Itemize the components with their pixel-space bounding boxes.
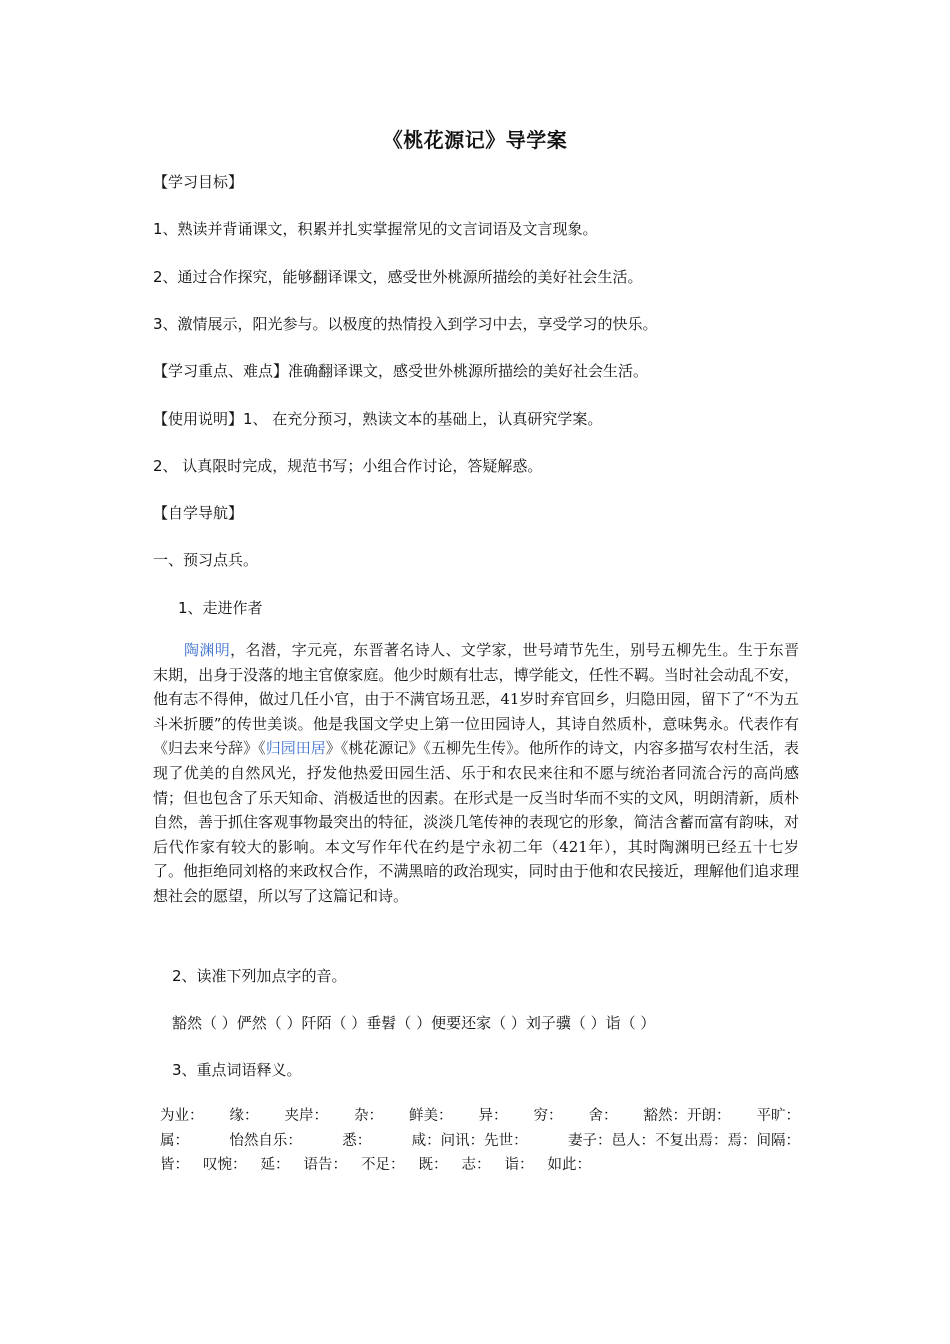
item-2-heading: 2、读准下列加点字的音。	[172, 967, 347, 985]
vocab-term: 皆：	[160, 1157, 189, 1173]
vocab-term: 杂：	[354, 1108, 383, 1124]
works-link[interactable]: 归园田居	[265, 739, 326, 758]
goal-item-2: 2、通过合作探究，能够翻译课文，感受世外桃源所描绘的美好社会生活。	[153, 268, 643, 286]
vocab-term: 豁然：开朗：	[643, 1108, 731, 1124]
document-title: 《桃花源记》导学案	[382, 128, 568, 152]
vocab-term: 叹惋：	[203, 1157, 247, 1173]
goal-item-3: 3、激情展示，阳光参与。以极度的热情投入到学习中去，享受学习的快乐。	[153, 315, 658, 333]
section-1-heading: 一、预习点兵。	[153, 551, 259, 569]
vocab-term: 舍：	[588, 1108, 618, 1124]
vocab-term: 咸：问讯：先世：	[411, 1132, 528, 1149]
vocab-term: 诣：	[504, 1157, 534, 1173]
vocab-row	[160, 1129, 800, 1154]
vocab-row	[160, 1104, 800, 1129]
vocab-term: 夹岸：	[284, 1108, 328, 1124]
vocab-term: 延：	[260, 1157, 290, 1173]
author-text-a: ，名潜，字元亮，东晋著名诗人、文学家，世号靖节先生，别号五柳先生。生于东晋末期，出身于没落的地主官僚家庭。他少时颇有壮志，博学能文，任性不羁。当时社会动乱不安，他有志不得伸，做过几任小官，由于不满官场丑恶，41岁时弃官回乡，归隐田园，留下了“不为五斗米折腰”的传世美谈。他是我国文学史上第一位田园诗人，其诗自然质朴，意味隽永。代表作有《归去来兮辞》《	[153, 641, 799, 758]
goal-header: 【学习目标】	[153, 173, 244, 191]
goal-item-1: 1、熟读并背诵课文，积累并扎实掌握常见的文言词语及文言现象。	[153, 220, 598, 238]
item-1-heading: 1、走进作者	[178, 599, 263, 617]
item-3-heading: 3、重点词语释义。	[172, 1061, 302, 1079]
vocab-term: 怡然自乐：	[229, 1132, 302, 1149]
author-link[interactable]: 陶渊明	[184, 641, 231, 659]
vocab-term: 穷：	[533, 1108, 563, 1124]
vocab-term: 既：	[418, 1157, 448, 1173]
usage-line-1: 【使用说明】1、 在充分预习，熟读文本的基础上，认真研究学案。	[153, 410, 603, 428]
vocab-term: 为业：	[160, 1108, 204, 1124]
vocab-term: 平旷：	[756, 1108, 800, 1124]
vocab-term: 语告：	[303, 1157, 347, 1173]
vocab-term: 鲜美：	[409, 1108, 453, 1124]
vocab-term: 如此：	[547, 1157, 591, 1173]
vocab-row	[160, 1153, 800, 1178]
vocab-term: 属：	[160, 1132, 189, 1149]
vocab-term: 悉：	[342, 1132, 372, 1149]
vocab-term: 妻子：邑人：不复出焉：焉：间隔：	[568, 1132, 800, 1149]
vocab-term: 不足：	[361, 1157, 405, 1173]
usage-line-2: 2、 认真限时完成，规范书写；小组合作讨论，答疑解惑。	[153, 457, 543, 475]
vocab-block	[160, 1104, 800, 1178]
vocab-term: 异：	[478, 1108, 508, 1124]
nav-header: 【自学导航】	[153, 504, 244, 522]
vocab-term: 志：	[461, 1157, 491, 1173]
pinyin-line: 豁然（ ）俨然（ ）阡陌（ ）垂髫（ ）便要还家（ ）刘子骥（ ）诣（ ）	[172, 1014, 656, 1032]
author-paragraph	[153, 638, 799, 909]
author-text-b: 》《桃花源记》《五柳先生传》。他所作的诗文，内容多描写农村生活，表现了优美的自然风光，抒发他热爱田园生活、乐于和农民来往和不愿与统治者同流合污的高尚感情；但也包含了乐天知命、消极适世的因素。在形式是一反当时华而不实的文风，明朗清新，质朴自然，善于抓住客观事物最突出的特征，淡淡几笔传神的表现它的形象，简洁含蓄而富有韵味，对后代作家有较大的影响。本文写作年代在约是宁永初二年（421年），其时陶渊明已经五十七岁了。他拒绝同刘格的来政权合作，不满黑暗的政治现实，同时由于他和农民接近，理解他们追求理想社会的愿望，所以写了这篇记和诗。	[153, 739, 799, 905]
vocab-term: 缘：	[229, 1108, 259, 1124]
focus-line: 【学习重点、难点】准确翻译课文，感受世外桃源所描绘的美好社会生活。	[153, 362, 649, 380]
